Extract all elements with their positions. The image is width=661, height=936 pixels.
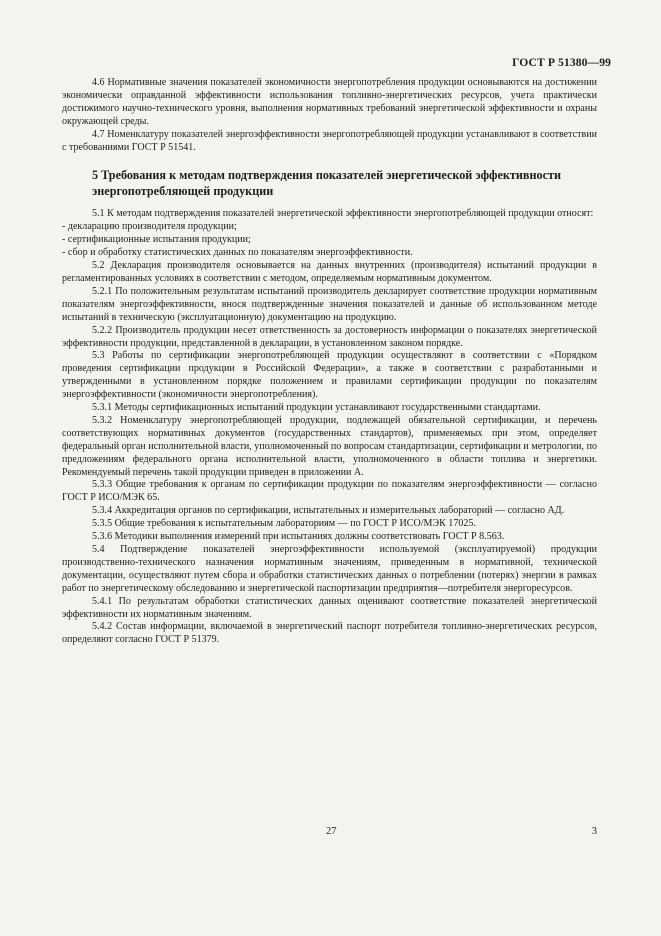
paragraph-5-1: 5.1 К методам подтверждения показателей энергетической эффективности энергопотребляющей продукции относят: (92, 208, 594, 220)
paragraph-5-4-1: 5.4.1 По результатам обработки статистических данных оценивают соответствие показателей энергетической эффективности их нормативным значениям. (62, 595, 597, 620)
paragraph-4-7: 4.7 Номенклатуру показателей энергоэффективности энергопотребляющей продукции устанавливают в соответствии с требованиями ГОСТ Р 51541. (62, 128, 597, 153)
list-item: - декларацию производителя продукции; (62, 221, 237, 233)
paragraph-5-2-1: 5.2.1 По положительным результатам испытаний производитель декларирует соответствие продукции нормативным показателям энергоэффективности, внося подтвержденные значения показателей и данные об использованном методе испытаний в техническую (эксплуатационную) документацию на продукцию. (62, 285, 597, 323)
paragraph-5-3-1: 5.3.1 Методы сертификационных испытаний продукции устанавливают государственными стандартами. (92, 402, 541, 414)
paragraph-5-3-3: 5.3.3 Общие требования к органам по сертификации продукции по показателям энергоэффективности — согласно ГОСТ Р ИСО/МЭК 65. (62, 479, 597, 504)
paragraph-4-6: 4.6 Нормативные значения показателей экономичности энергопотребления продукции основываются на достижении экономически оправданной эффективности использования топливно-энергетических ресурсов, учета практически достижимого научно-технического уровня, выполнения нормативных требований энергетической эффективности и охраны окружающей среды. (62, 77, 597, 127)
page-number: 27 (326, 826, 337, 837)
list-item: - сертификационные испытания продукции; (62, 234, 251, 246)
paragraph-5-3-6: 5.3.6 Методики выполнения измерений при испытаниях должны соответствовать ГОСТ Р 8.563. (92, 531, 505, 543)
sheet-number: 3 (591, 826, 597, 837)
paragraph-5-3-2: 5.3.2 Номенклатуру энергопотребляющей продукции, подлежащей обязательной сертификации, и перечень соответствующих нормативных документов (государственных стандартов), применяемых при этом, определяет федеральный орган исполнительной власти, уполномоченный по вопросам стандартизации, сертификации и метрологии, по предложениям федерального органа исполнительной власти, уполномоченного в области топлива и энергетики. Рекомендуемый перечень такой продукции приведен в приложении А. (62, 414, 597, 478)
list-item: - сбор и обработку статистических данных по показателям энергоэффективности. (62, 247, 413, 259)
paragraph-5-3: 5.3 Работы по сертификации энергопотребляющей продукции осуществляют в соответствии с «Порядком проведения сертификации продукции в Российской Федерации», а также в соответствии с разработанными и утвержденными в установленном порядке положением и правилами сертификации продукции по показателям энергоэффективности (экономичности энергопотребления). (62, 350, 597, 401)
section-heading: 5 Требования к методам подтверждения показателей энергетической эффективности энергопотребляющей продукции (92, 168, 561, 198)
paragraph-5-3-5: 5.3.5 Общие требования к испытательным лабораториям — по ГОСТ Р ИСО/МЭК 17025. (92, 518, 476, 530)
paragraph-5-2: 5.2 Декларация производителя основывается на данных внутренних (производителя) испытаний продукции в регламентированных условиях в соответствии с методом, определяемым нормативным документом. (62, 260, 597, 284)
document-code: ГОСТ Р 51380—99 (512, 56, 611, 69)
body-text (62, 77, 597, 647)
paragraph-5-4: 5.4 Подтверждение показателей энергоэффективности используемой (эксплуатируемой) продукции производственно-технического назначения нормативным значениям, приведенным в нормативной, технической документации, осуществляют путем сбора и обработки статистических данных о потреблении (потерях) энергии в рамках работ по энергетическому обследованию и энергетической паспортизации предприятия—потребителя энергоресурсов. (62, 544, 597, 594)
paragraph-5-2-2: 5.2.2 Производитель продукции несет ответственность за достоверность информации о показателях энергетической эффективности продукции, представленной в декларации, в установленном законом порядке. (62, 324, 597, 349)
paragraph-5-4-2: 5.4.2 Состав информации, включаемой в энергетический паспорт потребителя топливно-энергетических ресурсов, определяют согласно ГОСТ Р 51379. (62, 621, 597, 646)
paragraph-5-3-4: 5.3.4 Аккредитация органов по сертификации, испытательных и измерительных лабораторий — согласно АД. (92, 505, 565, 517)
